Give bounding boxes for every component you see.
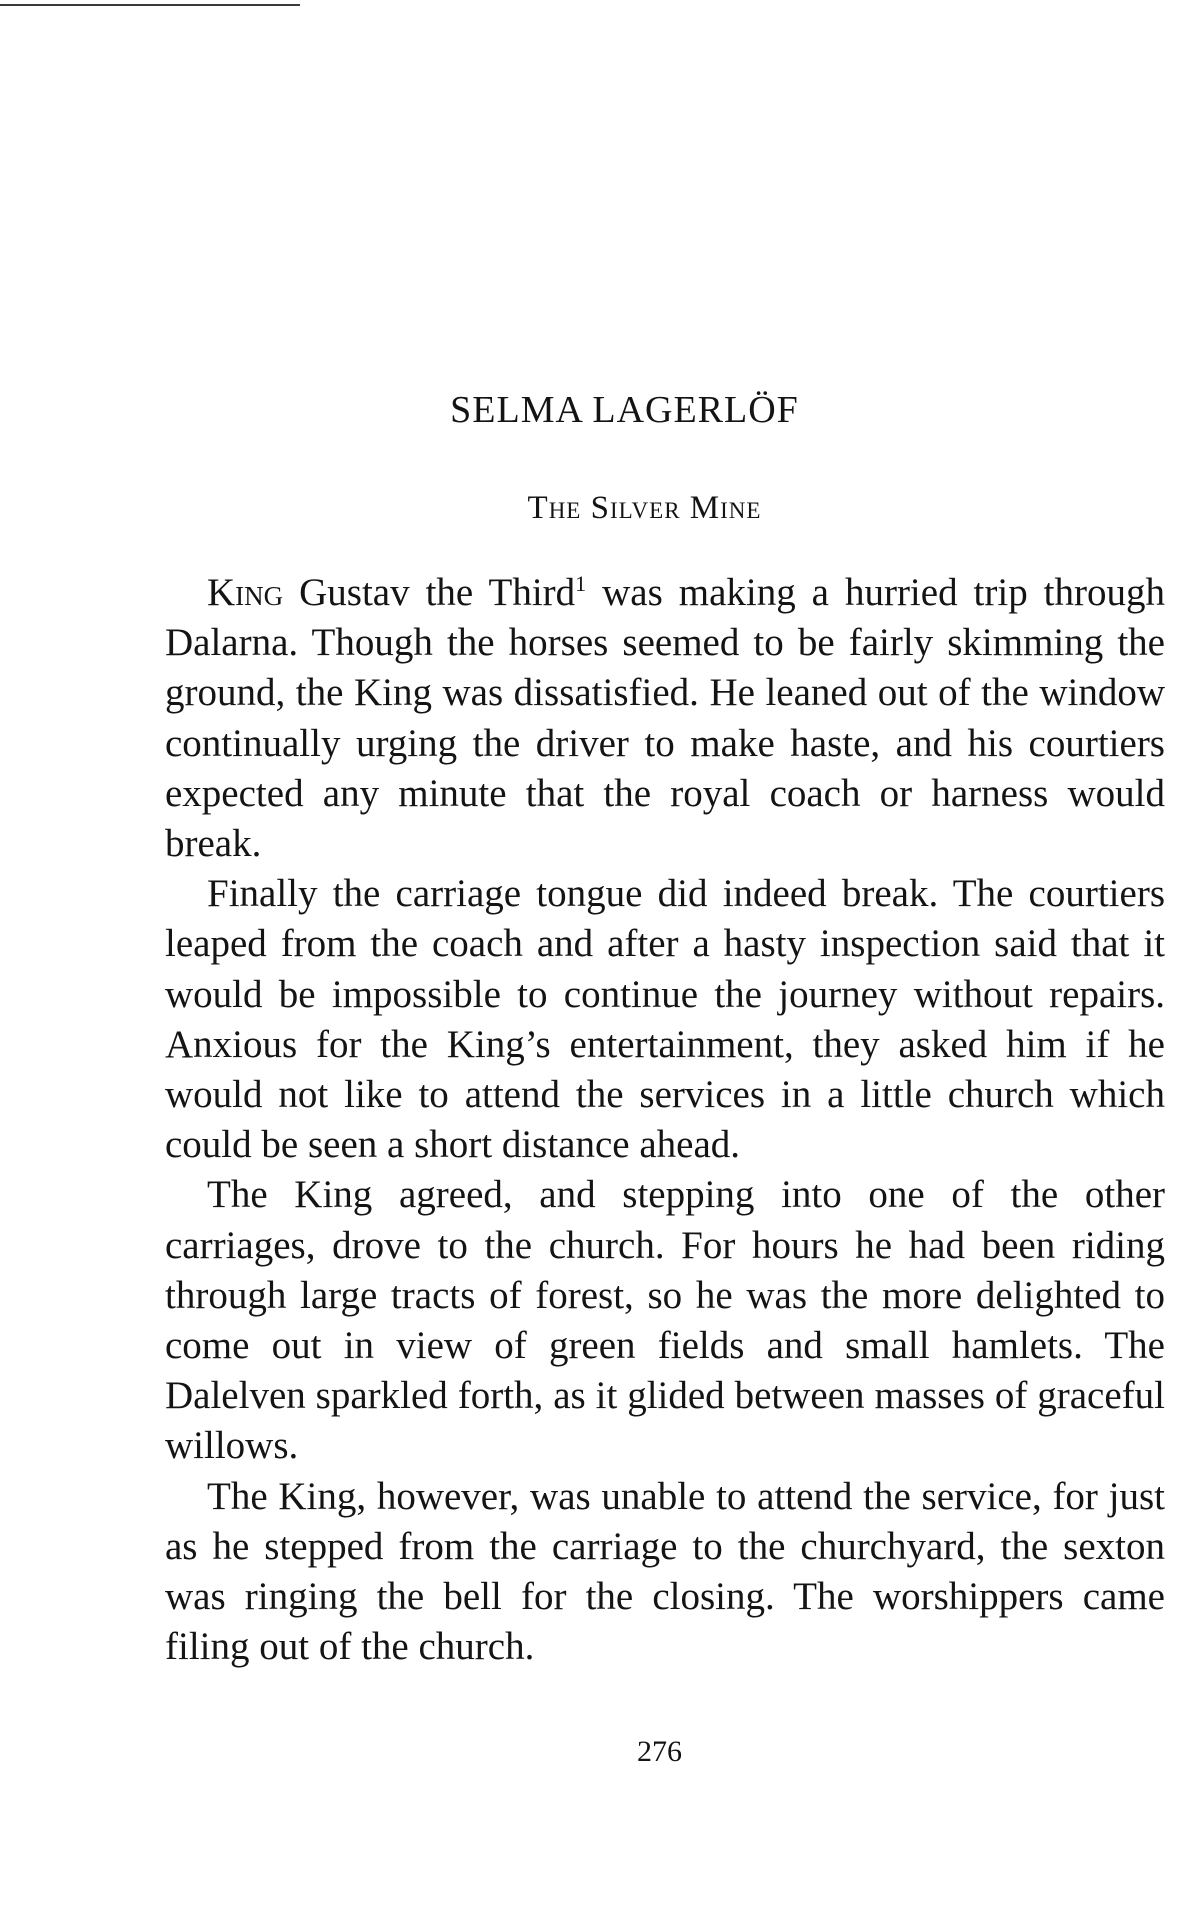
opening-word: King [207, 571, 284, 614]
footnote-reference[interactable]: 1 [575, 571, 587, 596]
page-number: 276 [637, 1735, 682, 1768]
paragraph-4: The King, however, was unable to attend the service, for just as he stepped from the carriage to the churchyard, the sexton was ringing the bell for the closing. The worshippers came filing out of the church. [165, 1474, 1165, 1669]
top-rule [0, 4, 300, 6]
paragraph-1-text-b: was making a hurried trip through Dalarna. Though the horses seemed to be fairly skimming the ground, the King was dissatisfied. He leaned out of the window continually urging the driver to make haste, and his courtiers expected any minute that the royal coach or harness would break. [165, 571, 1165, 866]
paragraph-3: The King agreed, and stepping into one of the other carriages, drove to the church. For hours he had been riding through large tracts of forest, so he was the more delighted to come out in view of green fields and small hamlets. The Dalelven sparkled forth, as it glided between masses of graceful willows. [165, 1173, 1165, 1468]
story-title: The Silver Mine [527, 490, 762, 526]
paragraph-2: Finally the carriage tongue did indeed break. The courtiers leaped from the coach and after a hasty inspection said that it would be impossible to continue the journey without repairs. Anxious for the King’s entertainment, they asked him if he would not like to attend the services in a little church which could be seen a short distance ahead. [165, 872, 1165, 1167]
body-text [165, 568, 1165, 1672]
paragraph-1-text-a: Gustav the Third [283, 571, 576, 614]
paragraph-1 [165, 568, 1165, 869]
author-heading: SELMA LAGERLÖF [450, 389, 799, 431]
